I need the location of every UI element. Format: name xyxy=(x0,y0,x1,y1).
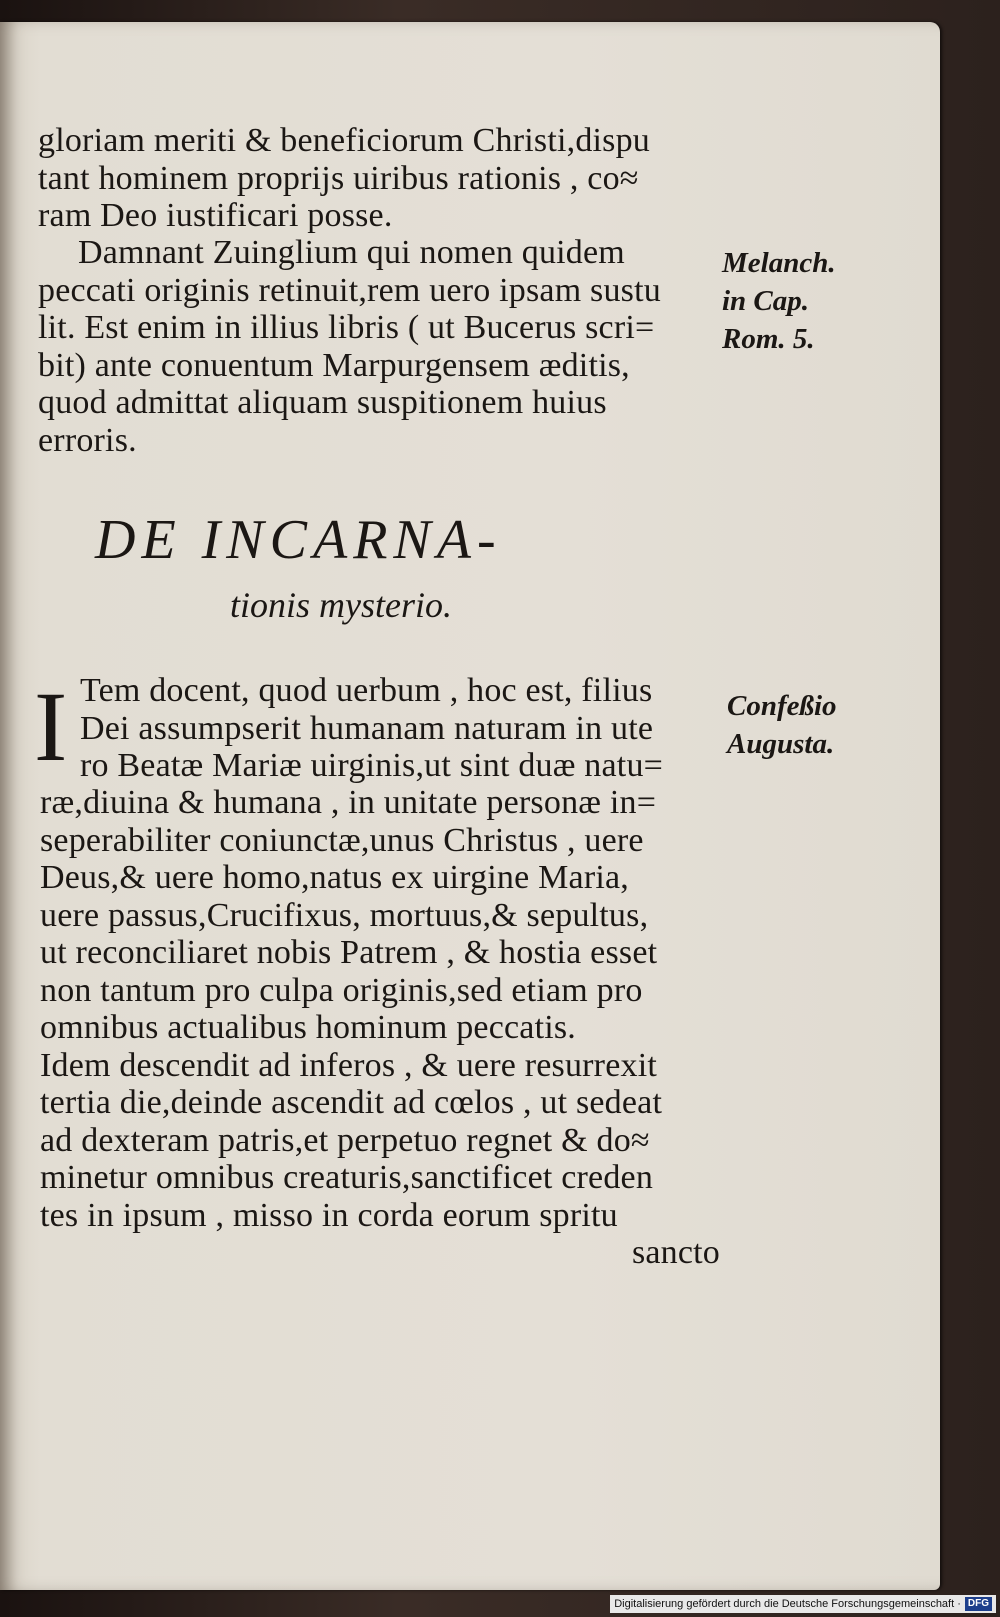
text-line: Dei assumpserit humanam naturam in ute xyxy=(80,709,654,747)
text-line: tes in ipsum , misso in corda eorum spritu xyxy=(40,1196,618,1234)
text-line: non tantum pro culpa originis,sed etiam pro xyxy=(40,971,643,1009)
text-line: ut reconciliaret nobis Patrem , & hostia esset xyxy=(40,934,658,971)
margin-note-confessio xyxy=(727,687,837,763)
margin-note-line: Melanch. xyxy=(722,247,836,279)
text-line: ro Beatæ Mariæ uirginis,ut sint duæ natu= xyxy=(80,747,664,784)
text-line: ræ,diuina & humana , in unitate personæ in= xyxy=(40,784,657,821)
margin-note-line: Confeßio xyxy=(727,690,837,722)
drop-cap: I xyxy=(34,671,68,782)
text-line: erroris. xyxy=(38,421,137,459)
text-line: gloriam meriti & beneficiorum Christi,dispu xyxy=(38,122,651,159)
margin-note-line: Augusta. xyxy=(727,728,835,760)
text-line: tant hominem proprijs uiribus rationis , co≈ xyxy=(38,159,639,197)
margin-note-line: Rom. 5. xyxy=(722,323,815,355)
damnant-paragraph xyxy=(38,234,718,459)
top-paragraph xyxy=(38,122,718,235)
book-page xyxy=(0,22,940,1590)
text-line: uere passus,Crucifixus, mortuus,& sepultus, xyxy=(40,896,649,934)
margin-note-line: in Cap. xyxy=(722,285,810,317)
dfg-logo-icon: DFG xyxy=(965,1597,992,1611)
margin-note-melanchthon xyxy=(722,244,836,358)
text-line: ram Deo iustificari posse. xyxy=(38,197,393,234)
item-paragraph-start xyxy=(80,672,720,785)
text-line: seperabiliter coniunctæ,unus Christus , uere xyxy=(40,821,644,859)
text-line: ad dexteram patris,et perpetuo regnet & do≈ xyxy=(40,1121,650,1159)
footer-text: Digitalisierung gefördert durch die Deutsche Forschungsgemeinschaft · xyxy=(614,1598,961,1610)
section-heading xyxy=(95,510,502,626)
heading-line-2: tionis mysterio. xyxy=(230,585,452,625)
text-line: Tem docent, quod uerbum , hoc est, filius xyxy=(80,672,653,709)
text-line: Idem descendit ad inferos , & uere resurrexit xyxy=(40,1046,657,1084)
text-line: peccati originis retinuit,rem uero ipsam sustu xyxy=(38,271,661,309)
text-line: omnibus actualibus hominum peccatis. xyxy=(40,1009,576,1046)
text-line: Deus,& uere homo,natus ex uirgine Maria, xyxy=(40,859,630,896)
heading-line-1: DE INCARNA- xyxy=(95,509,502,571)
text-line: tertia die,deinde ascendit ad cœlos , ut sedeat xyxy=(40,1084,663,1121)
catchword: sancto xyxy=(631,1234,720,1271)
text-line: lit. Est enim in illius libris ( ut Bucerus scri= xyxy=(38,309,655,346)
text-line: minetur omnibus creaturis,sanctificet creden xyxy=(40,1159,654,1196)
text-line: bit) ante conuentum Marpurgensem æditis, xyxy=(38,346,630,384)
text-line: quod admittat aliquam suspitionem huius xyxy=(38,384,607,421)
item-paragraph-body xyxy=(40,784,720,1272)
digitization-footer xyxy=(610,1595,996,1613)
text-line: Damnant Zuinglium qui nomen quidem xyxy=(78,234,625,271)
